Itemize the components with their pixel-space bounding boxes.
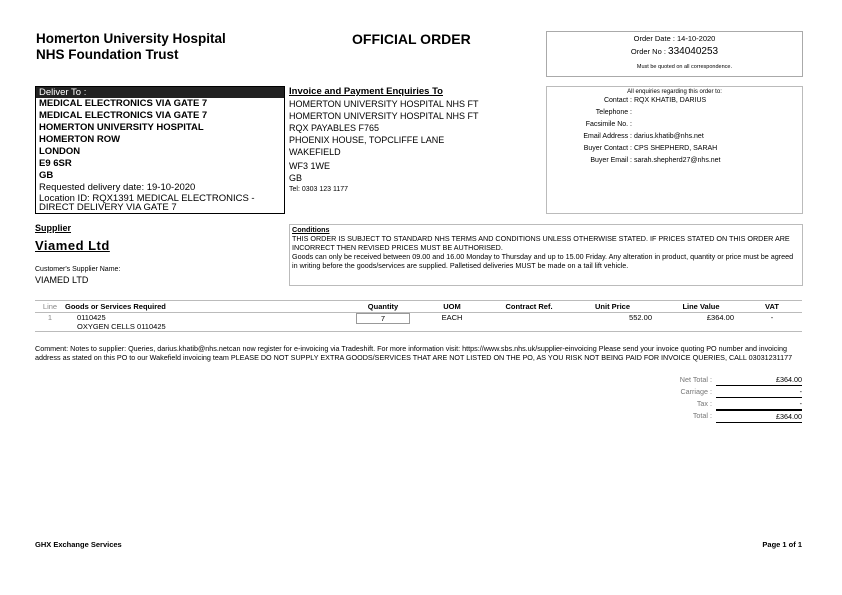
contact-row: [547, 95, 802, 107]
order-number-row: [547, 46, 802, 57]
totals-box: [640, 374, 802, 423]
deliver-line: HOMERTON UNIVERSITY HOSPITAL: [39, 122, 204, 133]
cell-line-value: £364.00: [706, 313, 734, 322]
deliver-to-box: [35, 86, 285, 214]
col-unit-price: Unit Price: [565, 301, 660, 313]
invoice-telephone: Tel: 0303 123 1177: [289, 186, 349, 193]
total-value: -: [716, 386, 802, 398]
hospital-line-2: NHS Foundation Trust: [36, 47, 179, 62]
deliver-line: LONDON: [39, 146, 81, 157]
contact-row-label: Email Address :: [583, 133, 632, 140]
deliver-line: HOMERTON ROW: [39, 134, 121, 145]
deliver-to-title: Deliver To :: [36, 87, 284, 98]
deliver-line: GB: [39, 170, 54, 181]
col-line: Line: [35, 301, 65, 313]
col-quantity: Quantity: [355, 301, 411, 313]
invoice-line: HOMERTON UNIVERSITY HOSPITAL NHS FT: [289, 99, 479, 109]
page-number: Page 1 of 1: [762, 540, 802, 549]
location-id-line-1: Location ID: RQX1391 MEDICAL ELECTRONICS -: [39, 193, 255, 204]
contact-row-label: Telephone :: [595, 109, 632, 116]
contact-row: [547, 107, 802, 119]
invoice-line: GB: [289, 173, 303, 183]
total-value: £364.00: [716, 410, 802, 423]
contact-row-value: darius.khatib@nhs.net: [634, 133, 704, 140]
invoice-line: WF3 1WE: [289, 161, 331, 171]
order-number-label: Order No :: [630, 47, 666, 56]
contact-row-label: Buyer Email :: [590, 157, 632, 164]
hospital-line-1: Homerton University Hospital: [36, 31, 226, 46]
total-value: £364.00: [716, 374, 802, 386]
supplier-section: [35, 223, 71, 233]
deliver-line: MEDICAL ELECTRONICS VIA GATE 7: [39, 98, 208, 109]
total-label: Carriage :: [680, 387, 712, 396]
contact-row: [547, 119, 802, 131]
contact-row: [547, 131, 802, 143]
invoice-line: WAKEFIELD: [289, 147, 341, 157]
col-line-value: Line Value: [660, 301, 742, 313]
customer-supplier-label: Customer's Supplier Name:: [35, 266, 121, 273]
contact-row-label: Contact :: [603, 97, 632, 104]
supplier-comment: Comment: Notes to supplier: Queries, darius.khatib@nhs.netcan now register for e-invoicing via Tradeshift. For more information visit: https://www.sbs.nhs.uk/supplier-einvoicing Please send your invoice quoting PO number and invoicing address as stated on this PO to our Wakefield invoicing team PLEASE DO NOT SUPPLY EXTRA GOODS/SERVICES THAT ARE NOT LISTED ON THE PO, AS YOU RISK NOT BEING PAID FOR INVOICE QUERIES, CALL 03031231177: [35, 344, 793, 362]
contact-row: [547, 155, 802, 167]
total-row: [640, 374, 802, 386]
supplier-name: Viamed Ltd: [35, 238, 110, 253]
line-items: [35, 300, 802, 332]
total-label: Total :: [692, 411, 712, 420]
contact-row-value: CPS SHEPHERD, SARAH: [634, 145, 718, 152]
cell-goods: [65, 313, 355, 332]
invoice-title: Invoice and Payment Enquiries To: [289, 86, 443, 97]
supplier-title: Supplier: [35, 223, 72, 233]
total-label: Net Total :: [679, 375, 712, 384]
col-goods: Goods or Services Required: [65, 301, 355, 313]
contact-row-value: RQX KHATIB, DARIUS: [634, 97, 707, 104]
order-info-box: [546, 31, 803, 77]
invoice-line: PHOENIX HOUSE, TOPCLIFFE LANE: [289, 135, 445, 145]
item-description: OXYGEN CELLS 0110425: [77, 322, 166, 331]
contact-box: [546, 86, 803, 214]
cell-uom: EACH: [441, 313, 463, 322]
deliver-line: MEDICAL ELECTRONICS VIA GATE 7: [39, 110, 208, 121]
item-code: 0110425: [77, 313, 106, 322]
footer-provider: GHX Exchange Services: [35, 540, 122, 549]
total-row: [640, 398, 802, 410]
line-items-table: [35, 300, 802, 332]
order-note: Must be quoted on all correspondence.: [636, 64, 732, 70]
customer-supplier-value: VIAMED LTD: [35, 275, 89, 285]
conditions-paragraph-1: THIS ORDER IS SUBJECT TO STANDARD NHS TERMS AND CONDITIONS UNLESS OTHERWISE STATED. IF PRICES STATED ON THIS ORDER ARE INCORRECT THEN REVISED PRICES MUST BE AUTHORISED.: [292, 234, 790, 252]
total-row: [640, 386, 802, 398]
hospital-name: [36, 31, 226, 63]
requested-delivery-date: Requested delivery date: 19-10-2020: [39, 182, 196, 193]
invoice-enquiries-box: [289, 86, 543, 212]
total-label: Tax :: [696, 399, 712, 408]
contact-row-label: Facsimile No. :: [585, 121, 632, 128]
cell-unit-price: 552.00: [629, 313, 652, 322]
table-header-row: [35, 301, 802, 313]
contact-row-value: sarah.shepherd27@nhs.net: [634, 157, 721, 164]
total-value: -: [716, 398, 802, 410]
quantity-value: 7: [356, 313, 410, 324]
invoice-line: HOMERTON UNIVERSITY HOSPITAL NHS FT: [289, 111, 479, 121]
col-contract-ref: Contract Ref.: [493, 301, 565, 313]
contact-caption: All enquiries regarding this order to:: [627, 89, 722, 95]
cell-line: 1: [47, 313, 53, 322]
invoice-line: RQX PAYABLES F765: [289, 123, 380, 133]
contact-row-value: [634, 107, 802, 119]
col-vat: VAT: [742, 301, 802, 313]
contact-row: [547, 143, 802, 155]
order-date: Order Date : 14-10-2020: [633, 34, 716, 43]
contact-row-label: Buyer Contact :: [583, 145, 632, 152]
deliver-line: E9 6SR: [39, 158, 72, 169]
cell-vat: -: [770, 313, 774, 322]
contact-row-value: [634, 119, 802, 131]
cell-quantity: [355, 313, 411, 332]
total-row: [640, 410, 802, 423]
location-id-line-2: DIRECT DELIVERY VIA GATE 7: [39, 202, 177, 213]
table-row: [35, 313, 802, 332]
conditions-paragraph-2: Goods can only be received between 09.00 and 16.00 Monday to Thursday and up to 15.00 Friday. Any alteration in product, quantity or price must be agreed in writing before the goods/services are supplied. Palletised deliveries MUST be made on a tail lift vehicle.: [292, 252, 794, 270]
conditions-title: Conditions: [292, 225, 330, 234]
cell-contract-ref: [493, 313, 565, 332]
col-uom: UOM: [411, 301, 493, 313]
document-title: OFFICIAL ORDER: [352, 31, 471, 47]
order-number: 334040253: [668, 46, 719, 57]
conditions-box: [289, 224, 803, 286]
